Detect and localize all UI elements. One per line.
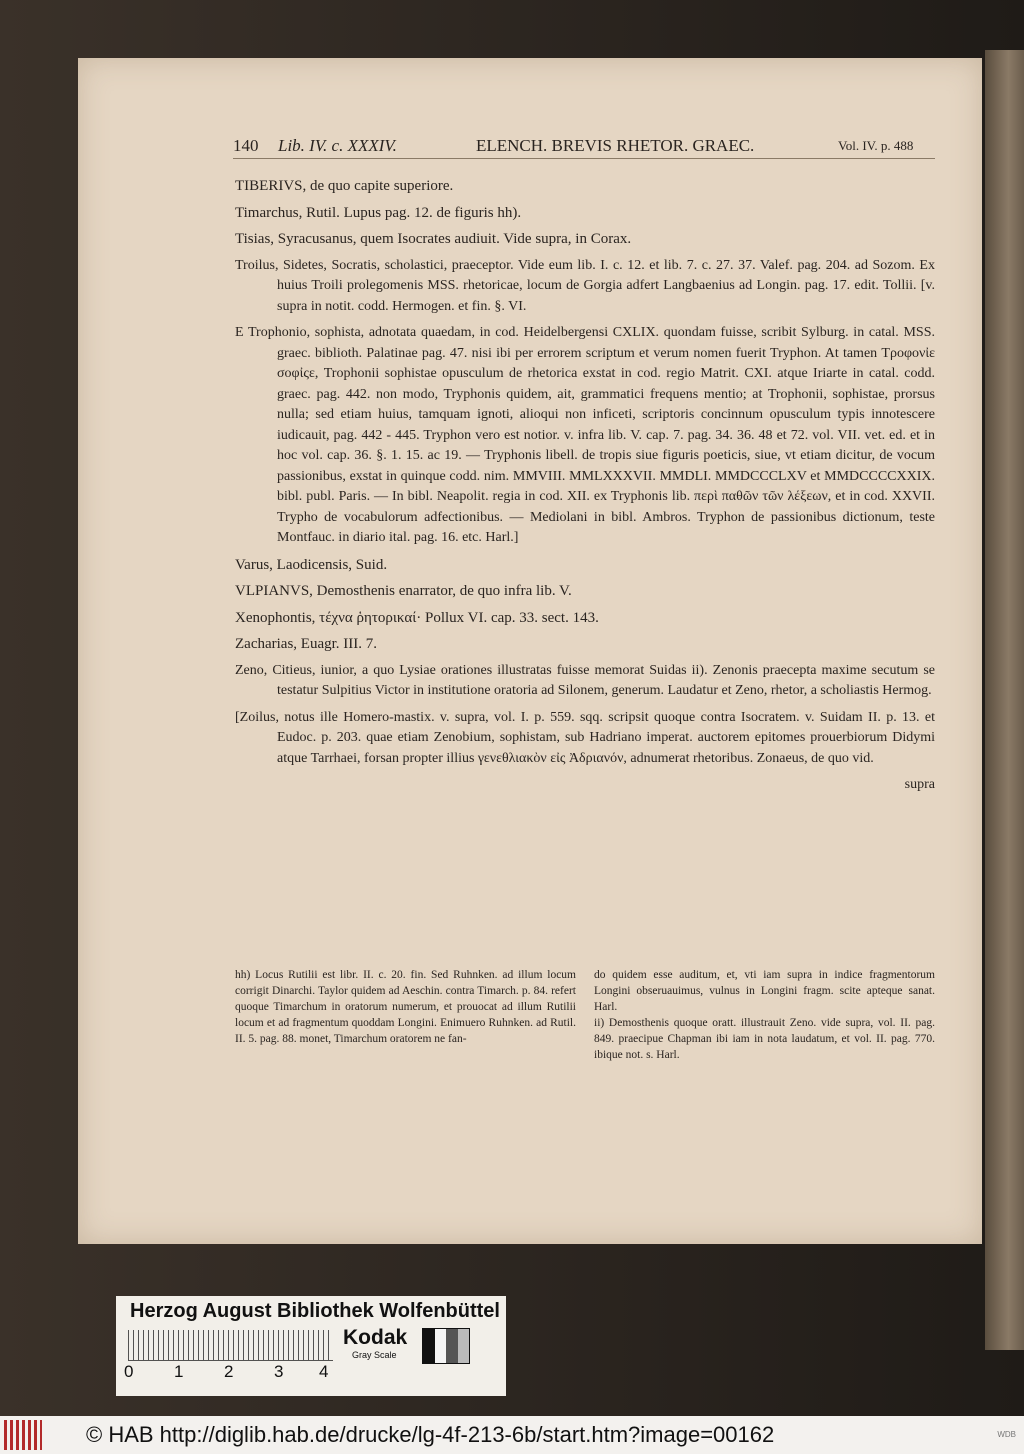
gray-patch — [435, 1329, 447, 1363]
entry-tiberius: TIBERIVS, de quo capite superiore. — [235, 178, 454, 194]
footnote-hh: hh) Locus Rutilii est libr. II. c. 20. fin. Sed Ruhnken. ad illum locum corrigit Dinarchi. Taylor quidem ad Aeschin. contra Timarch. p. 84. refert quoque Timarchum in oratorum numerum, et prouocat ad illum Rutilii locum et ad fragmentum quoddam Longini. Enimuero Ruhnken. ad Rutil. II. 5. pag. 88. monet, Timarchum oratorem ne fan- — [235, 969, 576, 1045]
volume-ref: Vol. IV. p. 488 — [838, 138, 914, 153]
ruler-number: 2 — [224, 1362, 234, 1381]
entry-zacharias: Zacharias, Euagr. III. 7. — [235, 636, 378, 652]
ruler-number: 3 — [274, 1362, 284, 1381]
book-chapter: Lib. IV. c. XXXIV. — [278, 136, 397, 155]
gray-patch — [446, 1329, 458, 1363]
footer-bar — [0, 1416, 1024, 1454]
adjacent-page-edge — [985, 50, 1024, 1350]
entry-varus: Varus, Laodicensis, Suid. — [235, 556, 388, 573]
hab-logo-icon — [4, 1420, 42, 1450]
entry-zoilus: [Zoilus, notus ille Homero-mastix. v. supra, vol. I. p. 559. sqq. scripsit quoque contra Isocratem. v. Suidam II. p. 13. et Eudoc. p. 203. quae etiam Zenobium, sophistam, sub Hadriano imperat. auctorem epitomes prouerbiorum Didymi atque Tarrhaei, forsan propter illius γενεθλιακὸν εἰς Ἀδριανόν, adnumerat rhetoribus. Zonaeus, de quo vid. — [235, 709, 935, 766]
scale-ruler — [128, 1330, 333, 1361]
entry-timarchus: Timarchus, Rutil. Lupus pag. 12. de figuris hh). — [235, 204, 522, 221]
entry-trophonio: E Trophonio, sophista, adnotata quaedam, in cod. Heidelbergensi CXLIX. quondam fuisse, scribit Sylburg. in catal. MSS. graec. biblioth. Palatinae pag. 47. nisi ibi per errorem scriptum et verum nomen fuerit Tryphon. At tamen Τροφονἰε σοφἰςε, Trophonii sophistae opusculum de rhetorica exstat in cod. regio Matrit. CXI. atque Iriarte in catal. codd. graec. pag. 442. non modo, Tryphonis quidem, ait, grammatici frequens mentio; at Trophonii, sophistae, prorsus nulla; sed etiam huius, tamquam ignoti, alioqui non inficeti, scriptoris concinnum opusculum typis innotescere iudicauit, pag. 442 - 445. Tryphon vero est notior. v. infra lib. V. cap. 7. pag. 34. 36. 48 et 72. vol. VII. vet. ed. et in hoc vol. cap. 36. §. 1. 15. ac 19. — Tryphonis libell. de tropis siue figuris poeticis, siue, vt etiam dicitur, de vocum passionibus, exstat in quinque codd. nim. MMVIII. MMLXXXVII. MMDLI. MMDCCCLXV et MMDCCCCXXIX. bibl. publ. Paris. — In bibl. Neapolit. regia in cod. XII. ex Tryphonis lib. περὶ παθῶν τῶν λέξεων, et in cod. XXVII. Trypho de vocabulorum adfectionibus. — Mediolani in bibl. Ambros. Tryphon de passionibus dictionum, teste Montfauc. in diario ital. pag. 16. etc. Harl.] — [235, 325, 935, 545]
footnote-column-right — [594, 967, 935, 1063]
gray-patch — [458, 1329, 470, 1363]
catchword: supra — [904, 777, 935, 792]
gray-patch — [423, 1329, 435, 1363]
footer-mark: WDB — [997, 1430, 1016, 1439]
running-title: ELENCH. BREVIS RHETOR. GRAEC. — [476, 136, 755, 155]
ruler-number: 4 — [319, 1362, 329, 1381]
running-header — [233, 136, 935, 159]
footnotes — [235, 967, 935, 1063]
ruler-number: 1 — [174, 1362, 184, 1381]
kodak-subtitle: Gray Scale — [352, 1350, 397, 1360]
entry-troilus: Troilus, Sidetes, Socratis, scholastici, praeceptor. Vide eum lib. I. c. 12. et lib. 7. c. 27. 37. Valef. pag. 204. ad Sozom. Ex huius Troili prolegomenis MSS. rhetoricae, locum de Gorgia adfert Langbaenius ad Longin. pag. 17. edit. Tollii. [v. supra in notit. codd. Hermogen. et fin. §. VI. — [235, 257, 935, 314]
gray-scale-patches — [422, 1328, 470, 1364]
copyright-link[interactable]: © HAB http://diglib.hab.de/drucke/lg-4f-213-6b/start.htm?image=00162 — [86, 1422, 775, 1447]
kodak-logo: Kodak — [343, 1326, 408, 1349]
main-text — [235, 176, 935, 796]
footnote-ii: ii) Demosthenis quoque oratt. illustrauit Zeno. vide supra, vol. II. pag. 849. praecipue Chapman ibi iam in nota laudatum, et vol. II. pag. 770. ibique not. s. Harl. — [594, 1017, 935, 1061]
entry-xenophontis: Xenophontis, τέχνα ῥητορικαί· Pollux VI. cap. 33. sect. 143. — [235, 609, 599, 626]
footnote-hh-continued: do quidem esse auditum, et, vti iam supra in indice fragmentorum Longini obseruauimus, vulnus in Longini fragm. scite apteque sanat. Harl. — [594, 969, 935, 1013]
library-name: Herzog August Bibliothek Wolfenbüttel — [130, 1300, 500, 1322]
entry-zeno: Zeno, Citieus, iunior, a quo Lysiae orationes illustratas fuisse memorat Suidas ii). Zenonis praecepta maxime secutum se testatur Sulpitius Victor in institutione oratoria ad Silonem, generum. Laudatur et Zeno, rhetor, a scholiastis Hermog. — [235, 662, 935, 698]
page-number: 140 — [233, 136, 259, 155]
ruler-number: 0 — [124, 1362, 134, 1381]
entry-vlpianus: VLPIANVS, Demosthenis enarrator, de quo infra lib. V. — [235, 583, 572, 599]
entry-tisias: Tisias, Syracusanus, quem Isocrates audiuit. Vide supra, in Corax. — [235, 231, 632, 247]
